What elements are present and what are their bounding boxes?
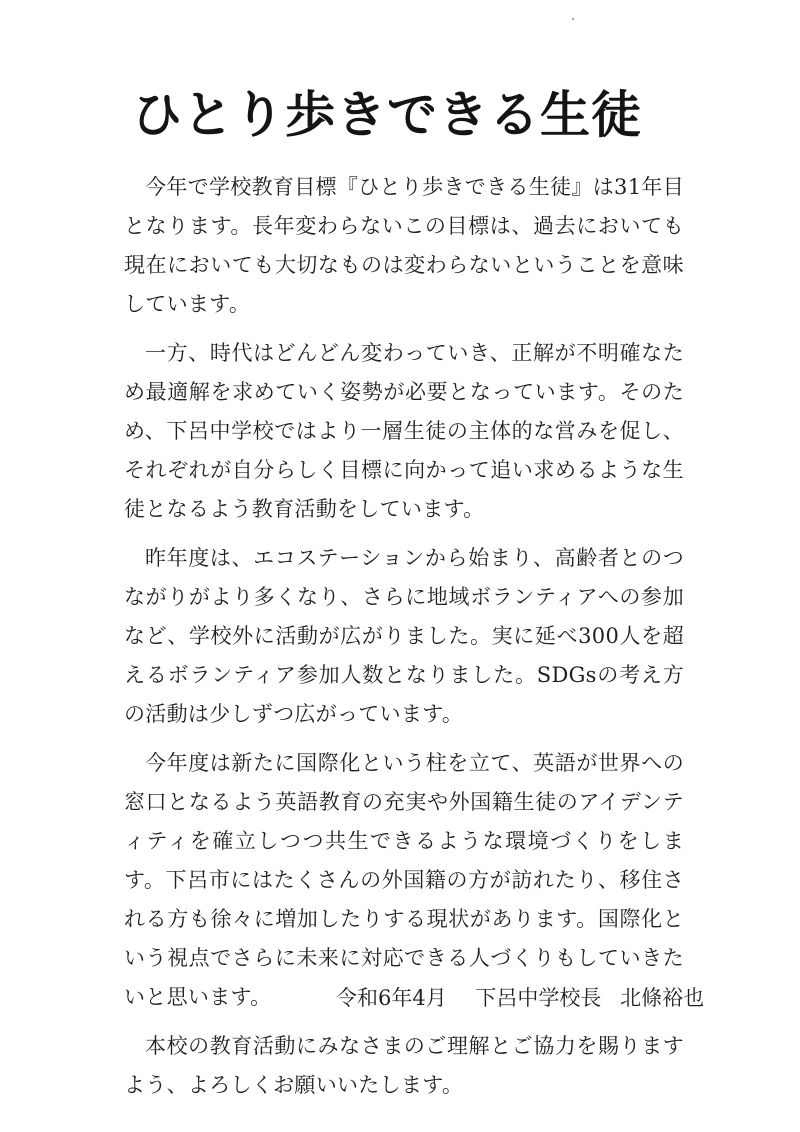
paragraph-3: 昨年度は、エコステーションから始まり、高齢者とのつながりがより多くなり、さらに地域ボランティアへの参加など、学校外に活動が広がりました。実に延べ300人を超えるボランティア参加人数となりました。SDGsの考え方の活動は少しずつ広がっています。 [124,546,684,726]
paragraph-2: 一方、時代はどんどん変わっていき、正解が不明確なため最適解を求めていく姿勢が必要となっています。そのため、下呂中学校ではより一層生徒の主体的な営みを促し、それぞれが自分らしく目標に向かって追い求めるような生徒となるよう教育活動をしています。 [124,341,684,521]
document-body [124,168,684,1115]
signature-title: 下呂中学校長 [475,986,602,1010]
paragraph-1: 今年で学校教育目標『ひとり歩きできる生徒』は31年目となります。長年変わらないこの目標は、過去においても現在においても大切なものは変わらないということを意味しています。 [124,175,684,316]
signature-block [336,980,705,1016]
signature-name: 北條裕也 [620,986,705,1010]
paragraph-4: 今年度は新たに国際化という柱を立て、英語が世界への窓口となるよう英語教育の充実や外国籍生徒のアイデンティティを確立しつつ共生できるような環境づくりをします。下呂市にはたくさんの外国籍の方が訪れたり、移住される方も徐々に増加したりする現状があります。国際化という視点でさらに未来に対応できる人づくりもしていきたいと思います。 [124,751,684,1009]
scan-speck [572,18,574,20]
paragraph-5: 本校の教育活動にみなさまのご理解とご協力を賜りますよう、よろしくお願いいたします。 [124,1034,684,1097]
document-title: ひとり歩きできる生徒 [132,86,642,144]
signature-date: 令和6年4月 [336,986,447,1010]
